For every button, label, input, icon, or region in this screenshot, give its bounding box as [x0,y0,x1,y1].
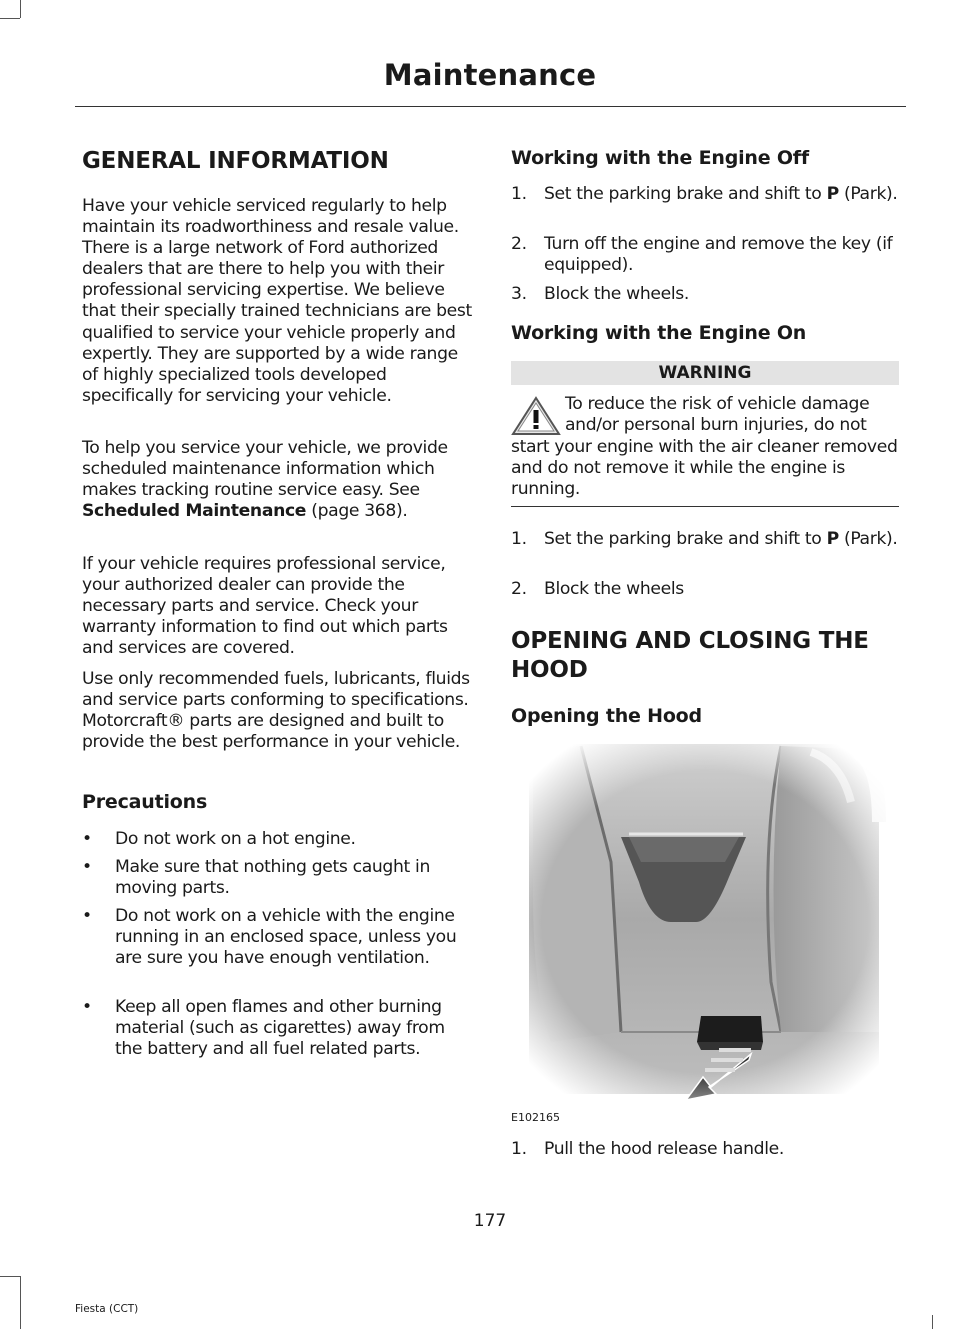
step-number: 2. [511,579,527,599]
list-item-text: Keep all open flames and other burning material (such as cigarettes) away from the battery and all fuel related parts. [115,997,445,1060]
crop-mark [20,0,21,18]
professional-service-paragraph: If your vehicle requires professional service, your authorized dealer can provide the necessary parts and service. Check your warranty information to find out which parts and services are covered. [82,554,448,659]
icon-spacer [511,394,565,436]
recommended-parts-paragraph: Use only recommended fuels, lubricants, fluids and service parts conforming to specifications. Motorcraft® parts are designed and built to provide the best performance in your vehicle. [82,669,470,753]
opening-hood-heading: Opening the Hood [511,705,702,727]
para2-page-ref: (page 368). [306,501,408,522]
warning-label: WARNING [511,361,899,385]
para2-text: To help you service your vehicle, we provide scheduled maintenance information which makes tracking routine service easy. See [82,438,448,501]
step-number: 1. [511,1139,527,1159]
header-divider [75,106,906,107]
crop-mark [0,18,20,19]
crop-mark [932,1315,933,1329]
intro-paragraph: Have your vehicle serviced regularly to help maintain its roadworthiness and resale value. There is a large network of Ford authorized dealers that are there to help you with their professional servicing expertise. We believe that their specially trained technicians are best qualified to service your vehicle properly and expertly. They are supported by a wide range of highly specialized tools developed specifically for servicing your vehicle. [82,196,472,406]
step-number: 3. [511,284,527,304]
crop-mark [20,1276,21,1329]
precautions-heading: Precautions [82,791,208,813]
list-item-text: Block the wheels [544,579,684,599]
gear-park: P [826,184,839,204]
scheduled-maintenance-link[interactable]: Scheduled Maintenance [82,501,307,522]
step-number: 1. [511,529,527,549]
gear-park: P [826,529,839,549]
crop-mark [0,1276,20,1277]
general-information-heading: GENERAL INFORMATION [82,148,389,174]
bullet-marker: • [82,857,92,877]
step-text: (Park). [838,184,898,204]
list-item-text: Turn off the engine and remove the key (if equipped). [544,234,893,276]
list-item-text [544,184,901,205]
page-title: Maintenance [383,58,597,92]
bullet-marker: • [82,906,92,926]
list-item-text: Pull the hood release handle. [544,1139,784,1159]
warning-text-wrap [511,394,903,500]
hood-release-illustration [511,742,899,1102]
scheduled-maintenance-paragraph [82,438,474,522]
step-text: Set the parking brake and shift to [544,184,827,204]
step-number: 2. [511,234,527,254]
bullet-marker: • [82,829,92,849]
warning-text: To reduce the risk of vehicle damage and/or personal burn injuries, do not start your engine with the air cleaner removed and do not remove it while the engine is running. [511,394,898,500]
warning-divider [511,506,899,507]
engine-off-heading: Working with the Engine Off [511,147,809,169]
footer-model: Fiesta (CCT) [75,1303,139,1315]
step-text: Set the parking brake and shift to [544,529,827,549]
engine-on-heading: Working with the Engine On [511,322,807,344]
step-number: 1. [511,184,527,204]
step-text: (Park). [838,529,898,549]
page-number: 177 [473,1211,507,1231]
bullet-marker: • [82,997,92,1017]
list-item-text: Do not work on a hot engine. [115,829,356,849]
list-item-text: Do not work on a vehicle with the engine running in an enclosed space, unless you are sure you have enough ventilation. [115,906,457,969]
hood-section-heading: OPENING AND CLOSING THE HOOD [511,628,869,683]
list-item-text: Make sure that nothing gets caught in moving parts. [115,857,431,899]
list-item-text: Block the wheels. [544,284,689,304]
list-item-text [544,529,901,550]
figure-id: E102165 [511,1111,560,1124]
